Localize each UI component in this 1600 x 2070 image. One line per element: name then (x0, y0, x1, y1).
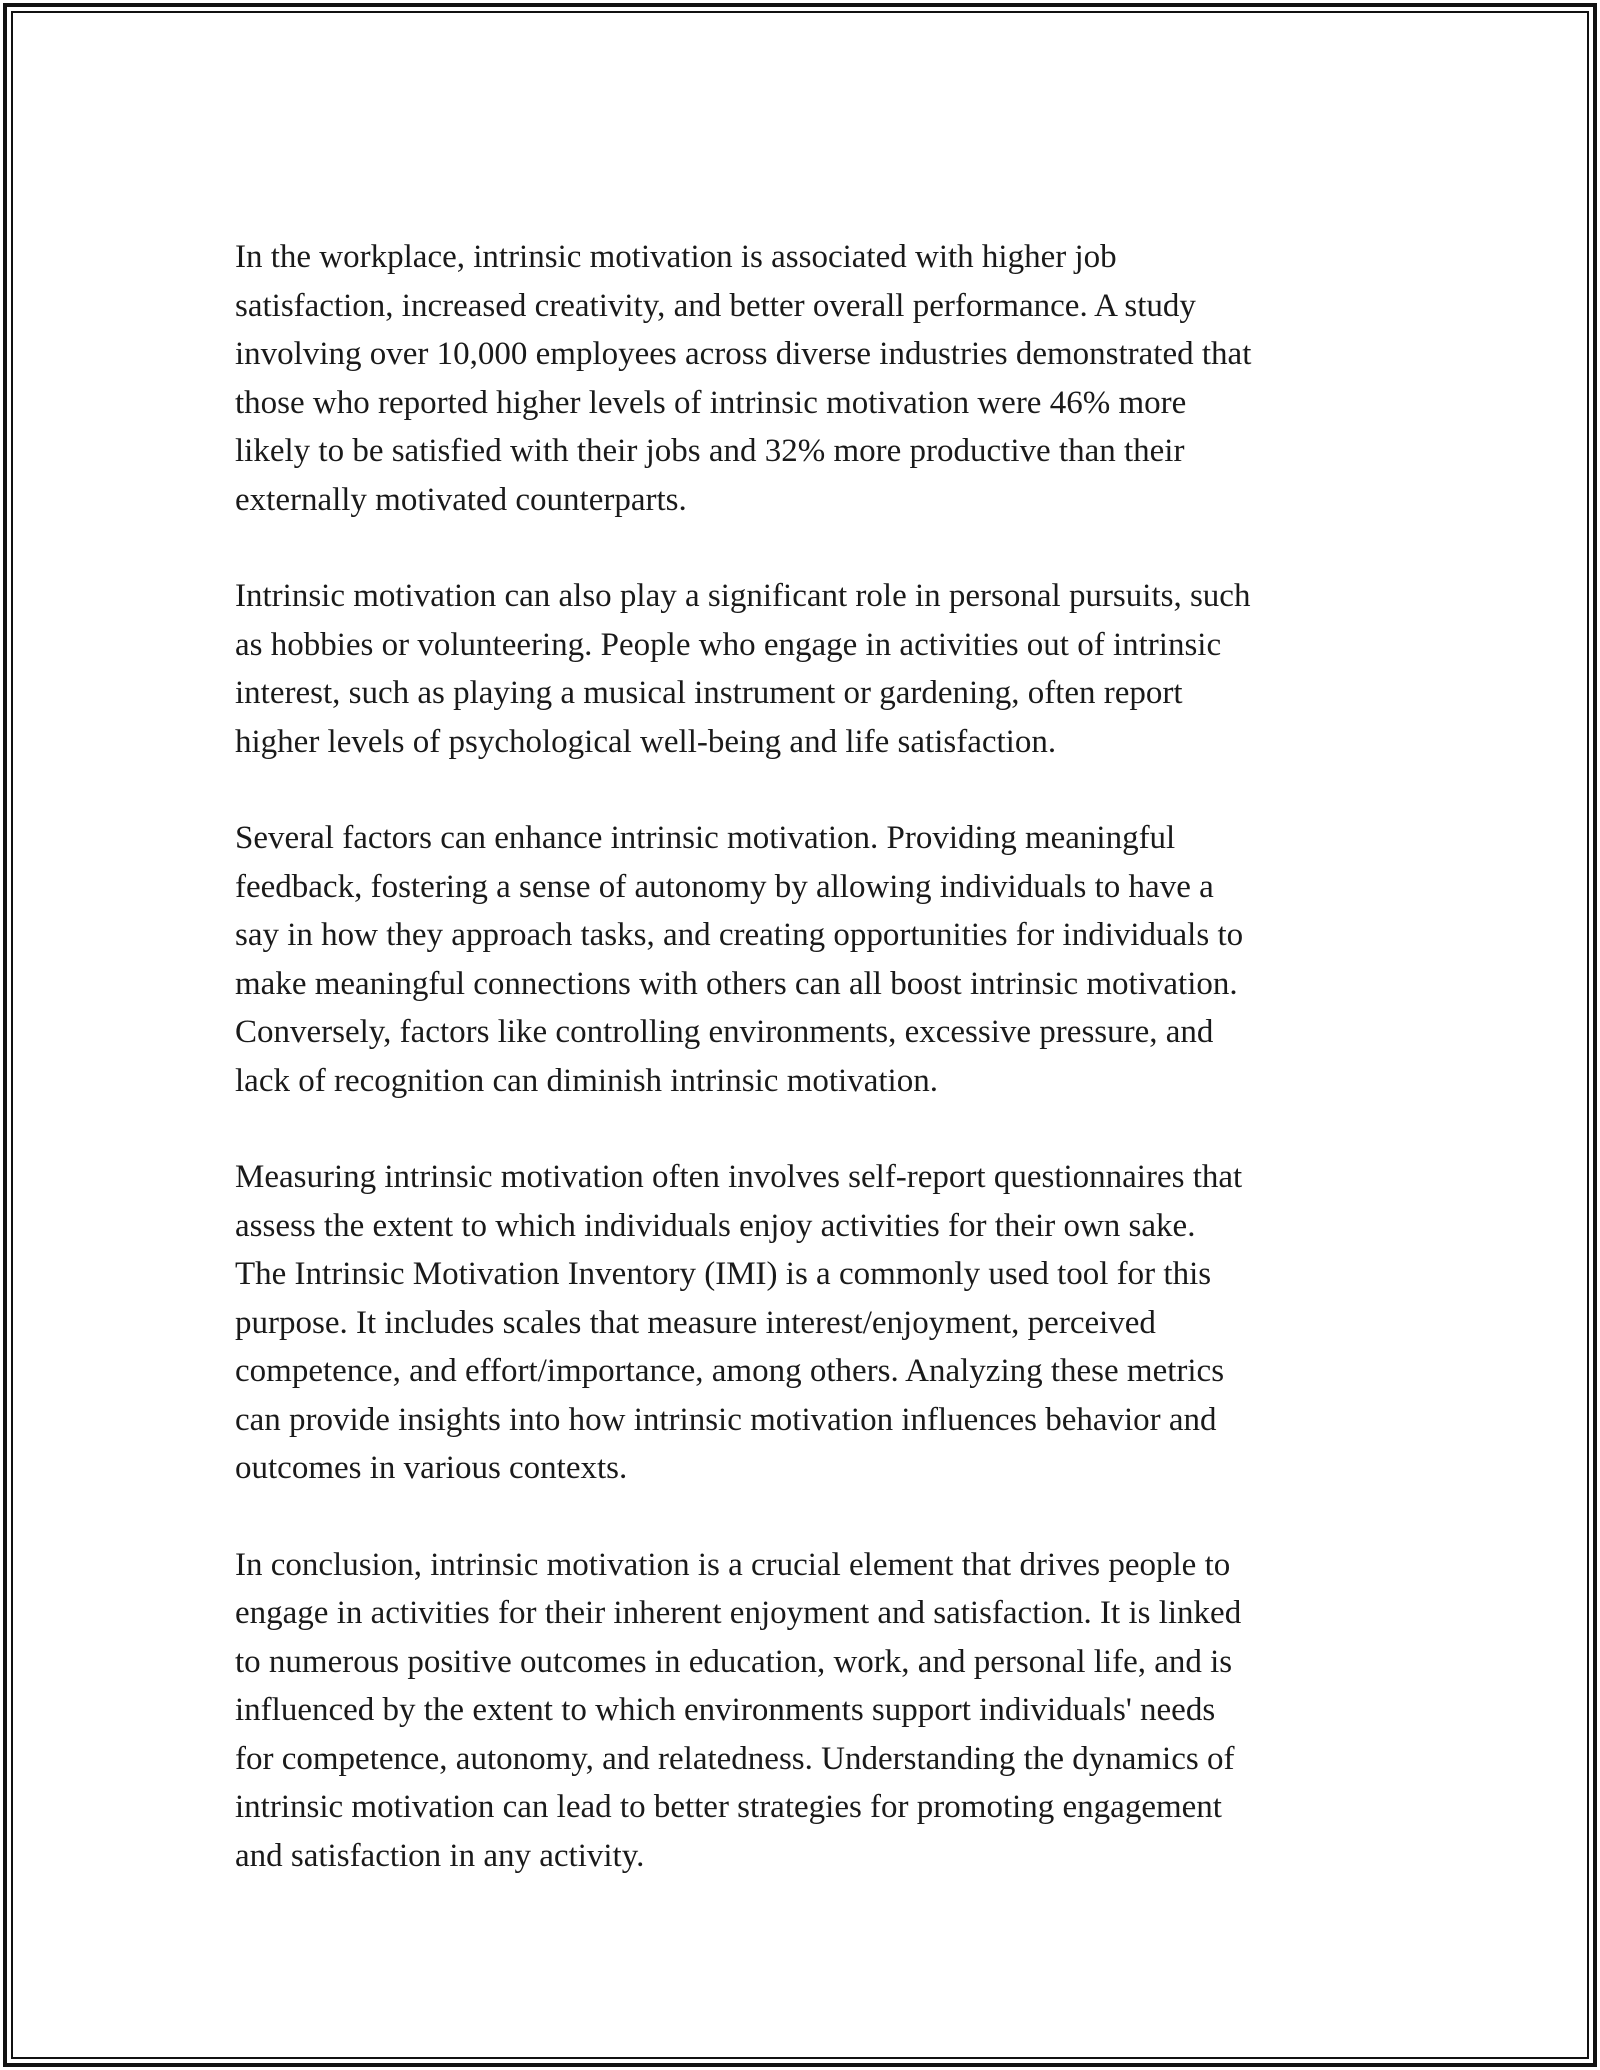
paragraph-enhancing-factors: Several factors can enhance intrinsic motivation. Providing meaningful feedback, fostering a sense of autonomy by allowing individuals to have a say in how they approach tasks, and creating opportunities for individuals to make meaningful connections with others can all boost intrinsic motivation. Conversely, factors like controlling environments, excessive pressure, and lack of recognition can diminish intrinsic motivation. (235, 820, 1244, 1099)
paragraph-personal-pursuits: Intrinsic motivation can also play a significant role in personal pursuits, such as hobbies or volunteering. People who engage in activities out of intrinsic interest, such as playing a musical instrument or gardening, often report higher levels of psychological well-being and life satisfaction. (235, 578, 1251, 760)
paragraph-conclusion: In conclusion, intrinsic motivation is a crucial element that drives people to engage in activities for their inherent enjoyment and satisfaction. It is linked to numerous positive outcomes in education, work, and personal life, and is influenced by the extent to which environments support individuals' needs for competence, autonomy, and relatedness. Understanding the dynamics of intrinsic motivation can lead to better strategies for promoting engagement and satisfaction in any activity. (235, 1546, 1242, 1874)
paragraph-measurement: Measuring intrinsic motivation often involves self-report questionnaires that assess the extent to which individuals enjoy activities for their own sake. The Intrinsic Motivation Inventory (IMI) is a commonly used tool for this purpose. It includes scales that measure interest/enjoyment, perceived competence, and effort/importance, among others. Analyzing these metrics can provide insights into how intrinsic motivation influences behavior and outcomes in various contexts. (235, 1159, 1243, 1486)
paragraph-workplace: In the workplace, intrinsic motivation is associated with higher job satisfaction, increased creativity, and better overall performance. A study involving over 10,000 employees across diverse industries demonstrated that those who reported higher levels of intrinsic motivation were 46% more likely to be satisfied with their jobs and 32% more productive than their externally motivated counterparts. (235, 239, 1252, 518)
document-body (235, 233, 1375, 1928)
